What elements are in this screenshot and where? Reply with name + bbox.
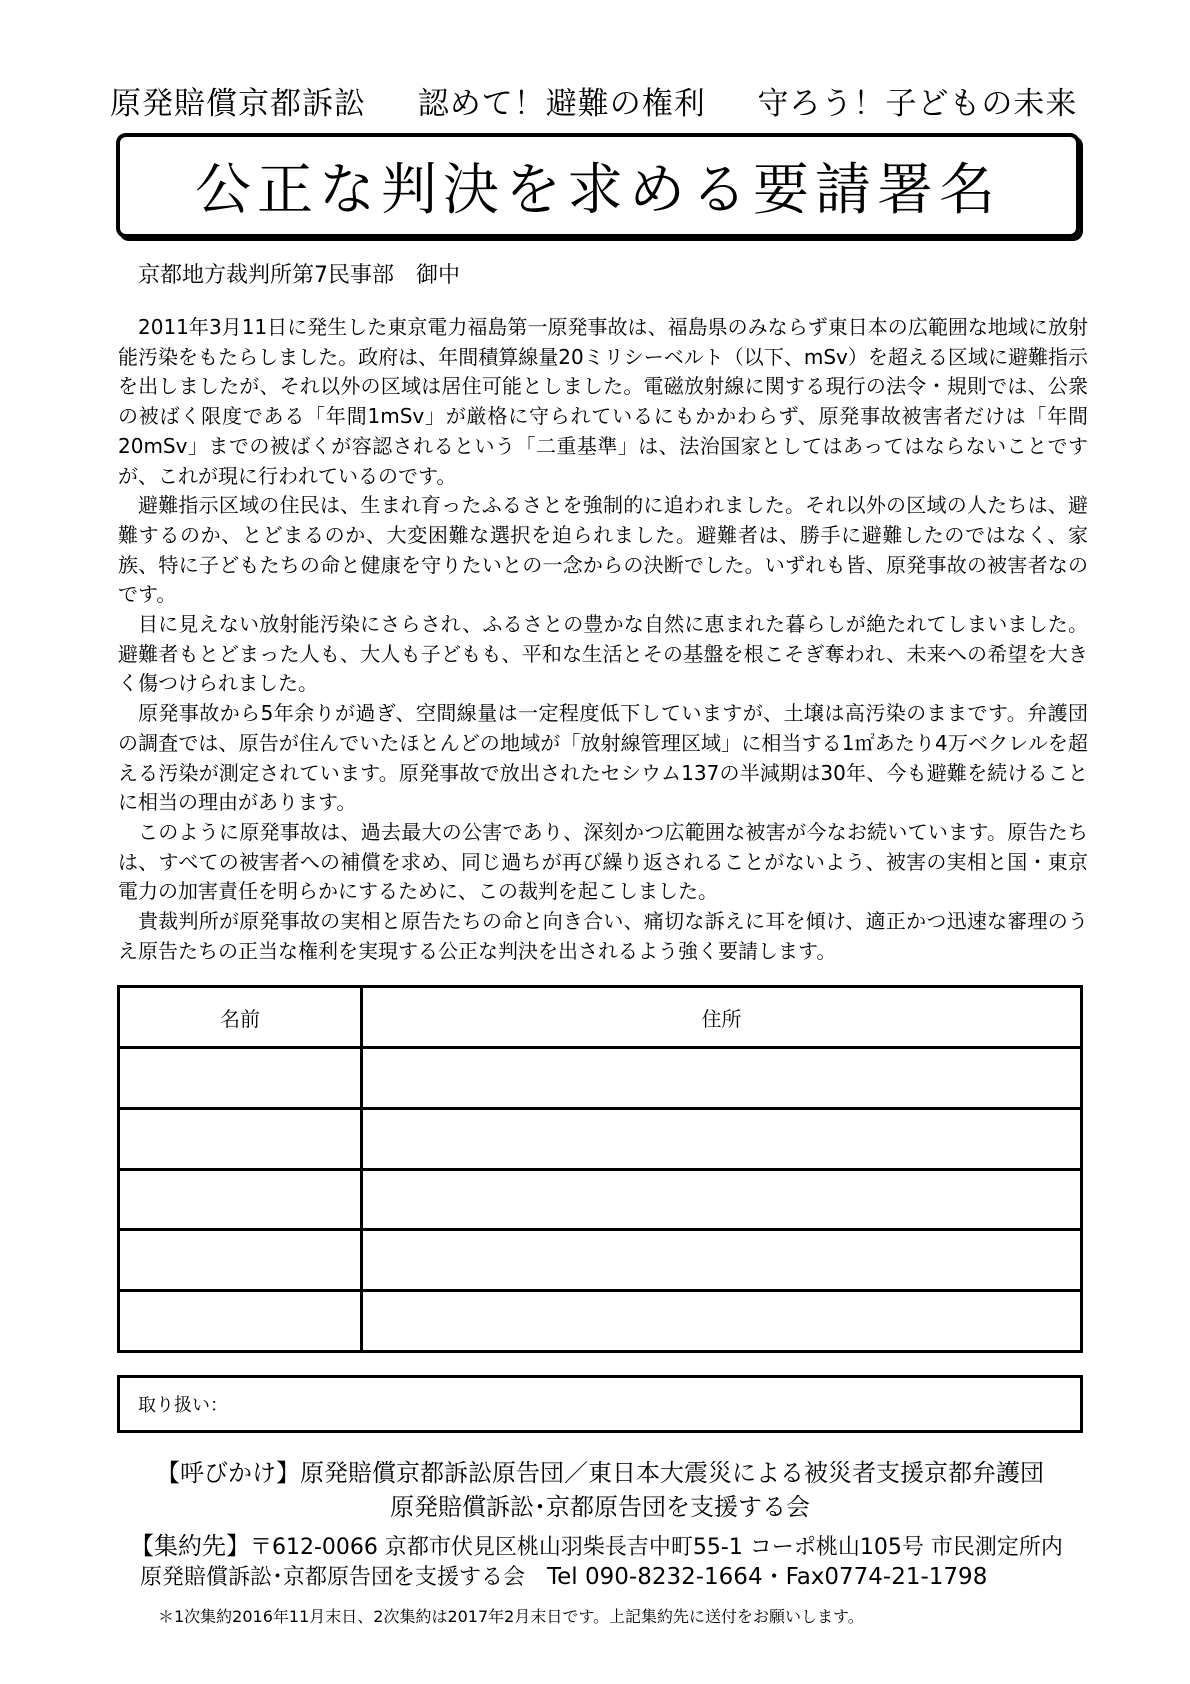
- signature-table: [117, 985, 1083, 1353]
- name-cell[interactable]: [119, 1048, 362, 1109]
- collect-address: 〒612-0066 京都市伏見区桃山羽柴長吉中町55-1 コーポ桃山105号 市民測定所内: [250, 1535, 1063, 1560]
- header-part-1: 原発賠償京都訴訟: [110, 86, 366, 122]
- name-cell[interactable]: [119, 1291, 362, 1352]
- address-cell[interactable]: [362, 1108, 1082, 1169]
- name-cell[interactable]: [119, 1230, 362, 1291]
- column-header-address: 住所: [362, 987, 1082, 1048]
- paragraph-5: このように原発事故は、過去最大の公害であり、深刻かつ広範囲な被害が今なお続いています。原告たちは、すべての被害者への補償を求め、同じ過ちが再び繰り返されることがないよう、被害の実相と国・東京電力の加害責任を明らかにするために、この裁判を起こしました。: [118, 819, 1088, 904]
- handling-label: 取り扱い：: [138, 1395, 228, 1416]
- collect-label: 【集約先】: [130, 1532, 250, 1560]
- table-row: [119, 1291, 1082, 1352]
- addressee: 京都地方裁判所第7民事部 御中: [138, 263, 460, 288]
- table-header-row: [119, 987, 1082, 1048]
- table-row: [119, 1230, 1082, 1291]
- call-line-1: 【呼びかけ】原発賠償京都訴訟原告団／東日本大震災による被災者支援京都弁護団: [156, 1459, 1044, 1487]
- paragraph-6: 貴裁判所が原発事故の実相と原告たちの命と向き合い、痛切な訴えに耳を傾け、適正かつ迅速な審理のうえ原告たちの正当な権利を実現する公正な判決を出されるよう強く要請します。: [118, 909, 1088, 963]
- handling-box[interactable]: [117, 1375, 1083, 1433]
- header-part-3: 守ろう！子どもの未来: [757, 86, 1078, 122]
- table-row: [119, 1169, 1082, 1230]
- address-cell[interactable]: [362, 1291, 1082, 1352]
- deadline-note: ＊1次集約2016年11月末日、2次集約は2017年2月末日です。上記集約先に送付をお願いします。: [158, 1607, 864, 1626]
- page-title: 公正な判決を求める要請署名: [195, 157, 1001, 223]
- collect-line: [130, 1526, 1063, 1561]
- petition-body: [118, 313, 1088, 966]
- name-cell[interactable]: [119, 1108, 362, 1169]
- address-cell[interactable]: [362, 1230, 1082, 1291]
- table-row: [119, 1048, 1082, 1109]
- address-cell[interactable]: [362, 1169, 1082, 1230]
- column-header-name: 名前: [119, 987, 362, 1048]
- table-row: [119, 1108, 1082, 1169]
- header-slogan: [110, 78, 1095, 123]
- name-cell[interactable]: [119, 1169, 362, 1230]
- paragraph-3: 目に見えない放射能汚染にさらされ、ふるさとの豊かな自然に恵まれた暮らしが絶たれてしまいました。避難者もとどまった人も、大人も子どもも、平和な生活とその基盤を根こそぎ奪われ、未来への希望を大きく傷つけられました。: [118, 612, 1088, 696]
- address-cell[interactable]: [362, 1048, 1082, 1109]
- collect-org: 原発賠償訴訟･京都原告団を支援する会: [140, 1565, 526, 1590]
- paragraph-1: 2011年3月11日に発生した東京電力福島第一原発事故は、福島県のみならず東日本の広範囲な地域に放射能汚染をもたらしました。政府は、年間積算線量20ミリシーベルト（以下、mSv）を超える区域に避難指示を出しましたが、それ以外の区域は居住可能としました。電磁放射線に関する現行の法令・規則では、公衆の被ばく限度である「年間1mSv」が厳格に守られているにもかかわらず、原発事故被害者だけは「年間20mSv」までの被ばくが容認されるという「二重基準」は、法治国家としてはあってはならないことですが、これが現に行われているのです。: [118, 315, 1088, 488]
- collect-contact-line: [140, 1558, 987, 1591]
- header-part-2: 認めて！避難の権利: [417, 86, 706, 122]
- paragraph-2: 避難指示区域の住民は、生まれ育ったふるさとを強制的に追われました。それ以外の区域の人たちは、避難するのか、とどまるのか、大変困難な選択を迫られました。避難者は、勝手に避難したのではなく、家族、特に子どもたちの命と健康を守りたいとの一念からの決断でした。いずれも皆、原発事故の被害者なのです。: [118, 493, 1088, 607]
- paragraph-4: 原発事故から5年余りが過ぎ、空間線量は一定程度低下していますが、土壌は高汚染のままです。弁護団の調査では、原告が住んでいたほとんどの地域が「放射線管理区域」に相当する1㎡あたり4万ベクレルを超える汚染が測定されています。原発事故で放出されたセシウム137の半減期は30年、今も避難を続けることに相当の理由があります。: [118, 701, 1088, 815]
- title-box: [116, 133, 1080, 238]
- call-line-2: 原発賠償訴訟･京都原告団を支援する会: [390, 1493, 810, 1521]
- collect-tel: Tel 090-8232-1664・Fax0774-21-1798: [547, 1564, 988, 1590]
